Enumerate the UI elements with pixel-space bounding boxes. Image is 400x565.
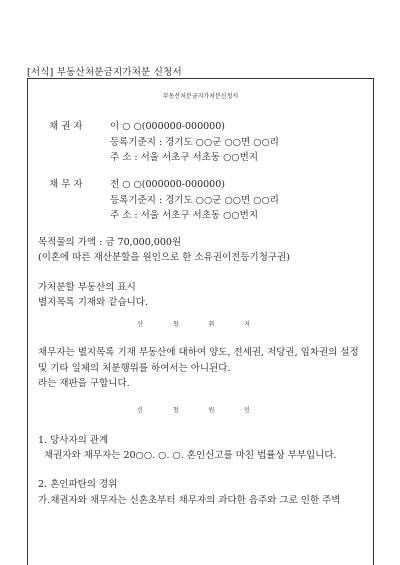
debtor-registration: 등록기준지 : 경기도 ○○군 ○○면 ○○리: [110, 195, 279, 206]
purpose-heading: 신 청 취 지: [137, 321, 264, 328]
reason-2-text: 가.채권자와 채무자는 신혼초부터 채무자의 과다한 음주와 그로 인한 주벽: [38, 495, 341, 506]
creditor-name: 이 ○ ○(000000-000000): [110, 121, 225, 132]
document-title: 부동산처분금지가처분신청서: [162, 93, 239, 100]
creditor-address: 주 소 : 서울 서초구 서초동 ○○번지: [110, 152, 259, 163]
debtor-name: 전 ○ ○(000000-000000): [110, 179, 225, 190]
purpose-line-2: 및 기타 일체의 처분행위를 하여서는 아니된다.: [38, 363, 231, 374]
reason-1-text: 채권자와 채무자는 20○○. ○. ○. 혼인신고를 마친 법률상 부부입니다.: [44, 450, 337, 461]
property-text: 별지목록 기재와 같습니다.: [38, 297, 149, 308]
object-value-cause: (이혼에 따른 재산분할을 원인으로 한 소유권이전등기청구권): [38, 252, 290, 263]
document-frame: [27, 78, 374, 565]
property-heading: 가처분할 부동산의 표시: [38, 282, 136, 293]
reason-heading: 신 청 원 인: [137, 407, 264, 414]
creditor-registration: 등록기준지 : 경기도 ○○군 ○○면 ○○리: [110, 137, 279, 148]
object-value: 목적물의 가액 : 금 70,000,000원: [38, 237, 182, 248]
reason-1-title: 1. 당사자의 관계: [38, 435, 109, 446]
reason-2-title: 2. 혼인파탄의 경위: [38, 479, 118, 490]
form-caption: [서식] 부동산처분금지가처분 신청서: [27, 67, 182, 78]
debtor-label: 채 무 자: [49, 179, 83, 190]
purpose-line-1: 채무자는 별지목록 기재 부동산에 대하여 양도, 전세권, 저당권, 임차권의 설정: [38, 347, 359, 358]
debtor-address: 주 소 : 서울 서초구 서초동 ○○번지: [110, 210, 259, 221]
purpose-line-3: 라는 재판을 구합니다.: [38, 378, 130, 389]
creditor-label: 채 권 자: [49, 121, 83, 132]
